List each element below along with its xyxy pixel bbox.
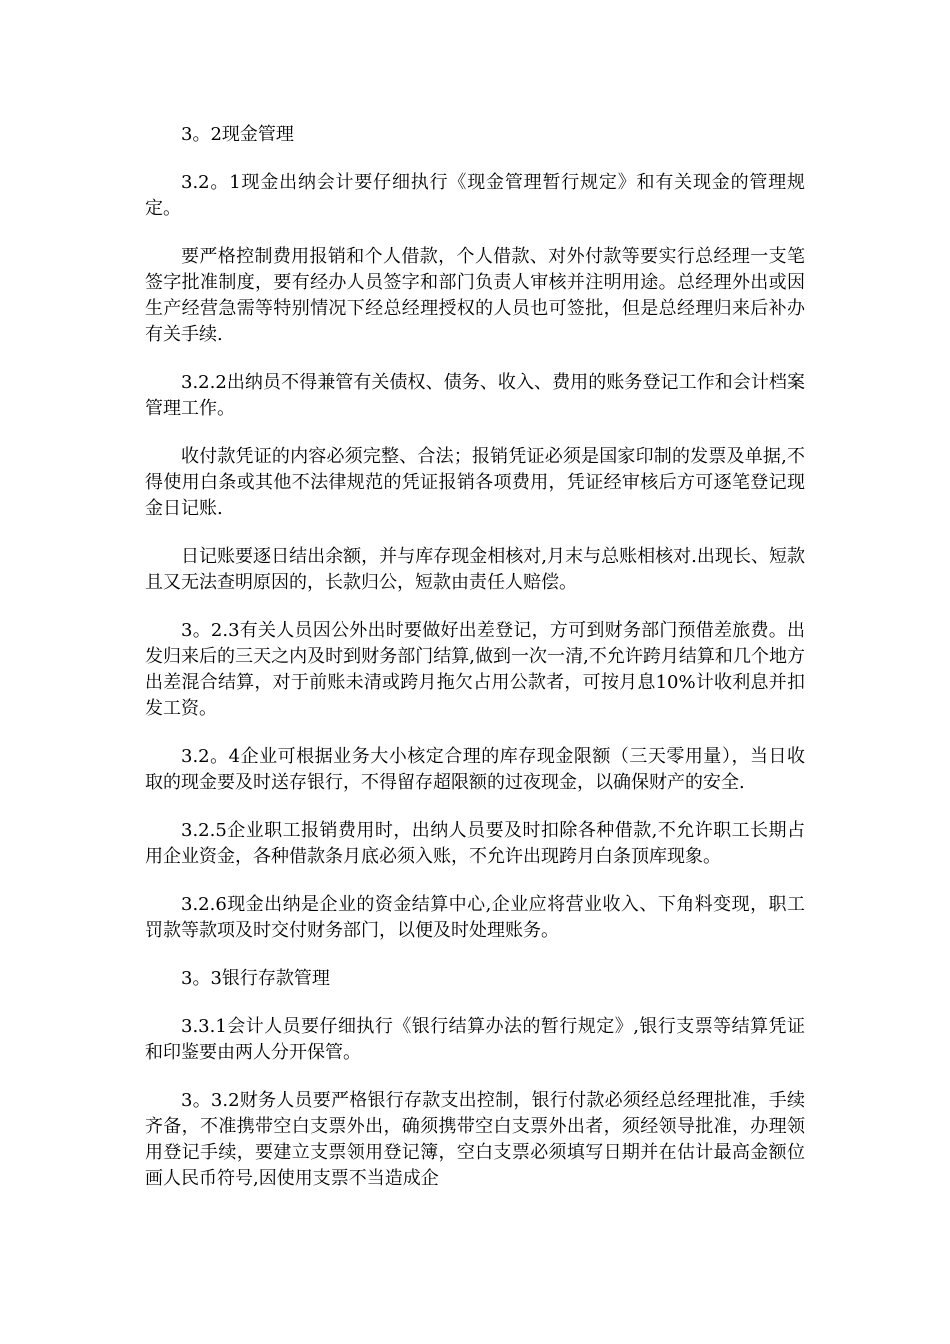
document-body [145, 122, 805, 1214]
paragraph-3-3-2: 3。3.2财务人员要严格银行存款支出控制，银行付款必须经总经理批准，手续齐备，不准携带空白支票外出，确须携带空白支票外出者，须经领导批准，办理领用登记手续，要建立支票领用登记簿，空白支票必须填写日期并在估计最高金额位画人民币符号,因使用支票不当造成企 [145, 1090, 805, 1189]
paragraph-3-3-1: 3.3.1会计人员要仔细执行《银行结算办法的暂行规定》,银行支票等结算凭证和印鉴要由两人分开保管。 [145, 1016, 805, 1063]
paragraph-daily-journal: 日记账要逐日结出余额，并与库存现金相核对,月末与总账相核对.出现长、短款且又无法查明原因的，长款归公，短款由责任人赔偿。 [145, 546, 805, 593]
paragraph-3-2-3: 3。2.3有关人员因公外出时要做好出差登记，方可到财务部门预借差旅费。出发归来后的三天之内及时到财务部门结算,做到一次一清,不允许跨月结算和几个地方出差混合结算，对于前账未清或跨月拖欠占用公款者，可按月息10%计收利息并扣发工资。 [145, 620, 805, 719]
section-heading-3-3: 3。3银行存款管理 [181, 968, 330, 989]
paragraph-3-2-6: 3.2.6现金出纳是企业的资金结算中心,企业应将营业收入、下角料变现，职工罚款等款项及时交付财务部门，以便及时处理账务。 [145, 894, 805, 941]
paragraph-3-2-1: 3.2。1现金出纳会计要仔细执行《现金管理暂行规定》和有关现金的管理规定。 [145, 172, 805, 219]
paragraph-vouchers: 收付款凭证的内容必须完整、合法；报销凭证必须是国家印制的发票及单据,不得使用白条或其他不法律规范的凭证报销各项费用，凭证经审核后方可逐笔登记现金日记账. [145, 446, 805, 519]
paragraph-expense-control: 要严格控制费用报销和个人借款，个人借款、对外付款等要实行总经理一支笔签字批准制度，要有经办人员签字和部门负责人审核并注明用途。总经理外出或因生产经营急需等特别情况下经总经理授权的人员也可签批，但是总经理归来后补办有关手续. [145, 246, 805, 345]
section-heading-3-2: 3。2现金管理 [181, 124, 294, 145]
paragraph-3-2-5: 3.2.5企业职工报销费用时，出纳人员要及时扣除各种借款,不允许职工长期占用企业资金，各种借款条月底必须入账，不允许出现跨月白条顶库现象。 [145, 820, 805, 867]
paragraph-3-2-2: 3.2.2出纳员不得兼管有关债权、债务、收入、费用的账务登记工作和会计档案管理工作。 [145, 372, 805, 419]
paragraph-3-2-4: 3.2。4企业可根据业务大小核定合理的库存现金限额（三天零用量），当日收取的现金要及时送存银行，不得留存超限额的过夜现金，以确保财产的安全. [145, 746, 805, 793]
